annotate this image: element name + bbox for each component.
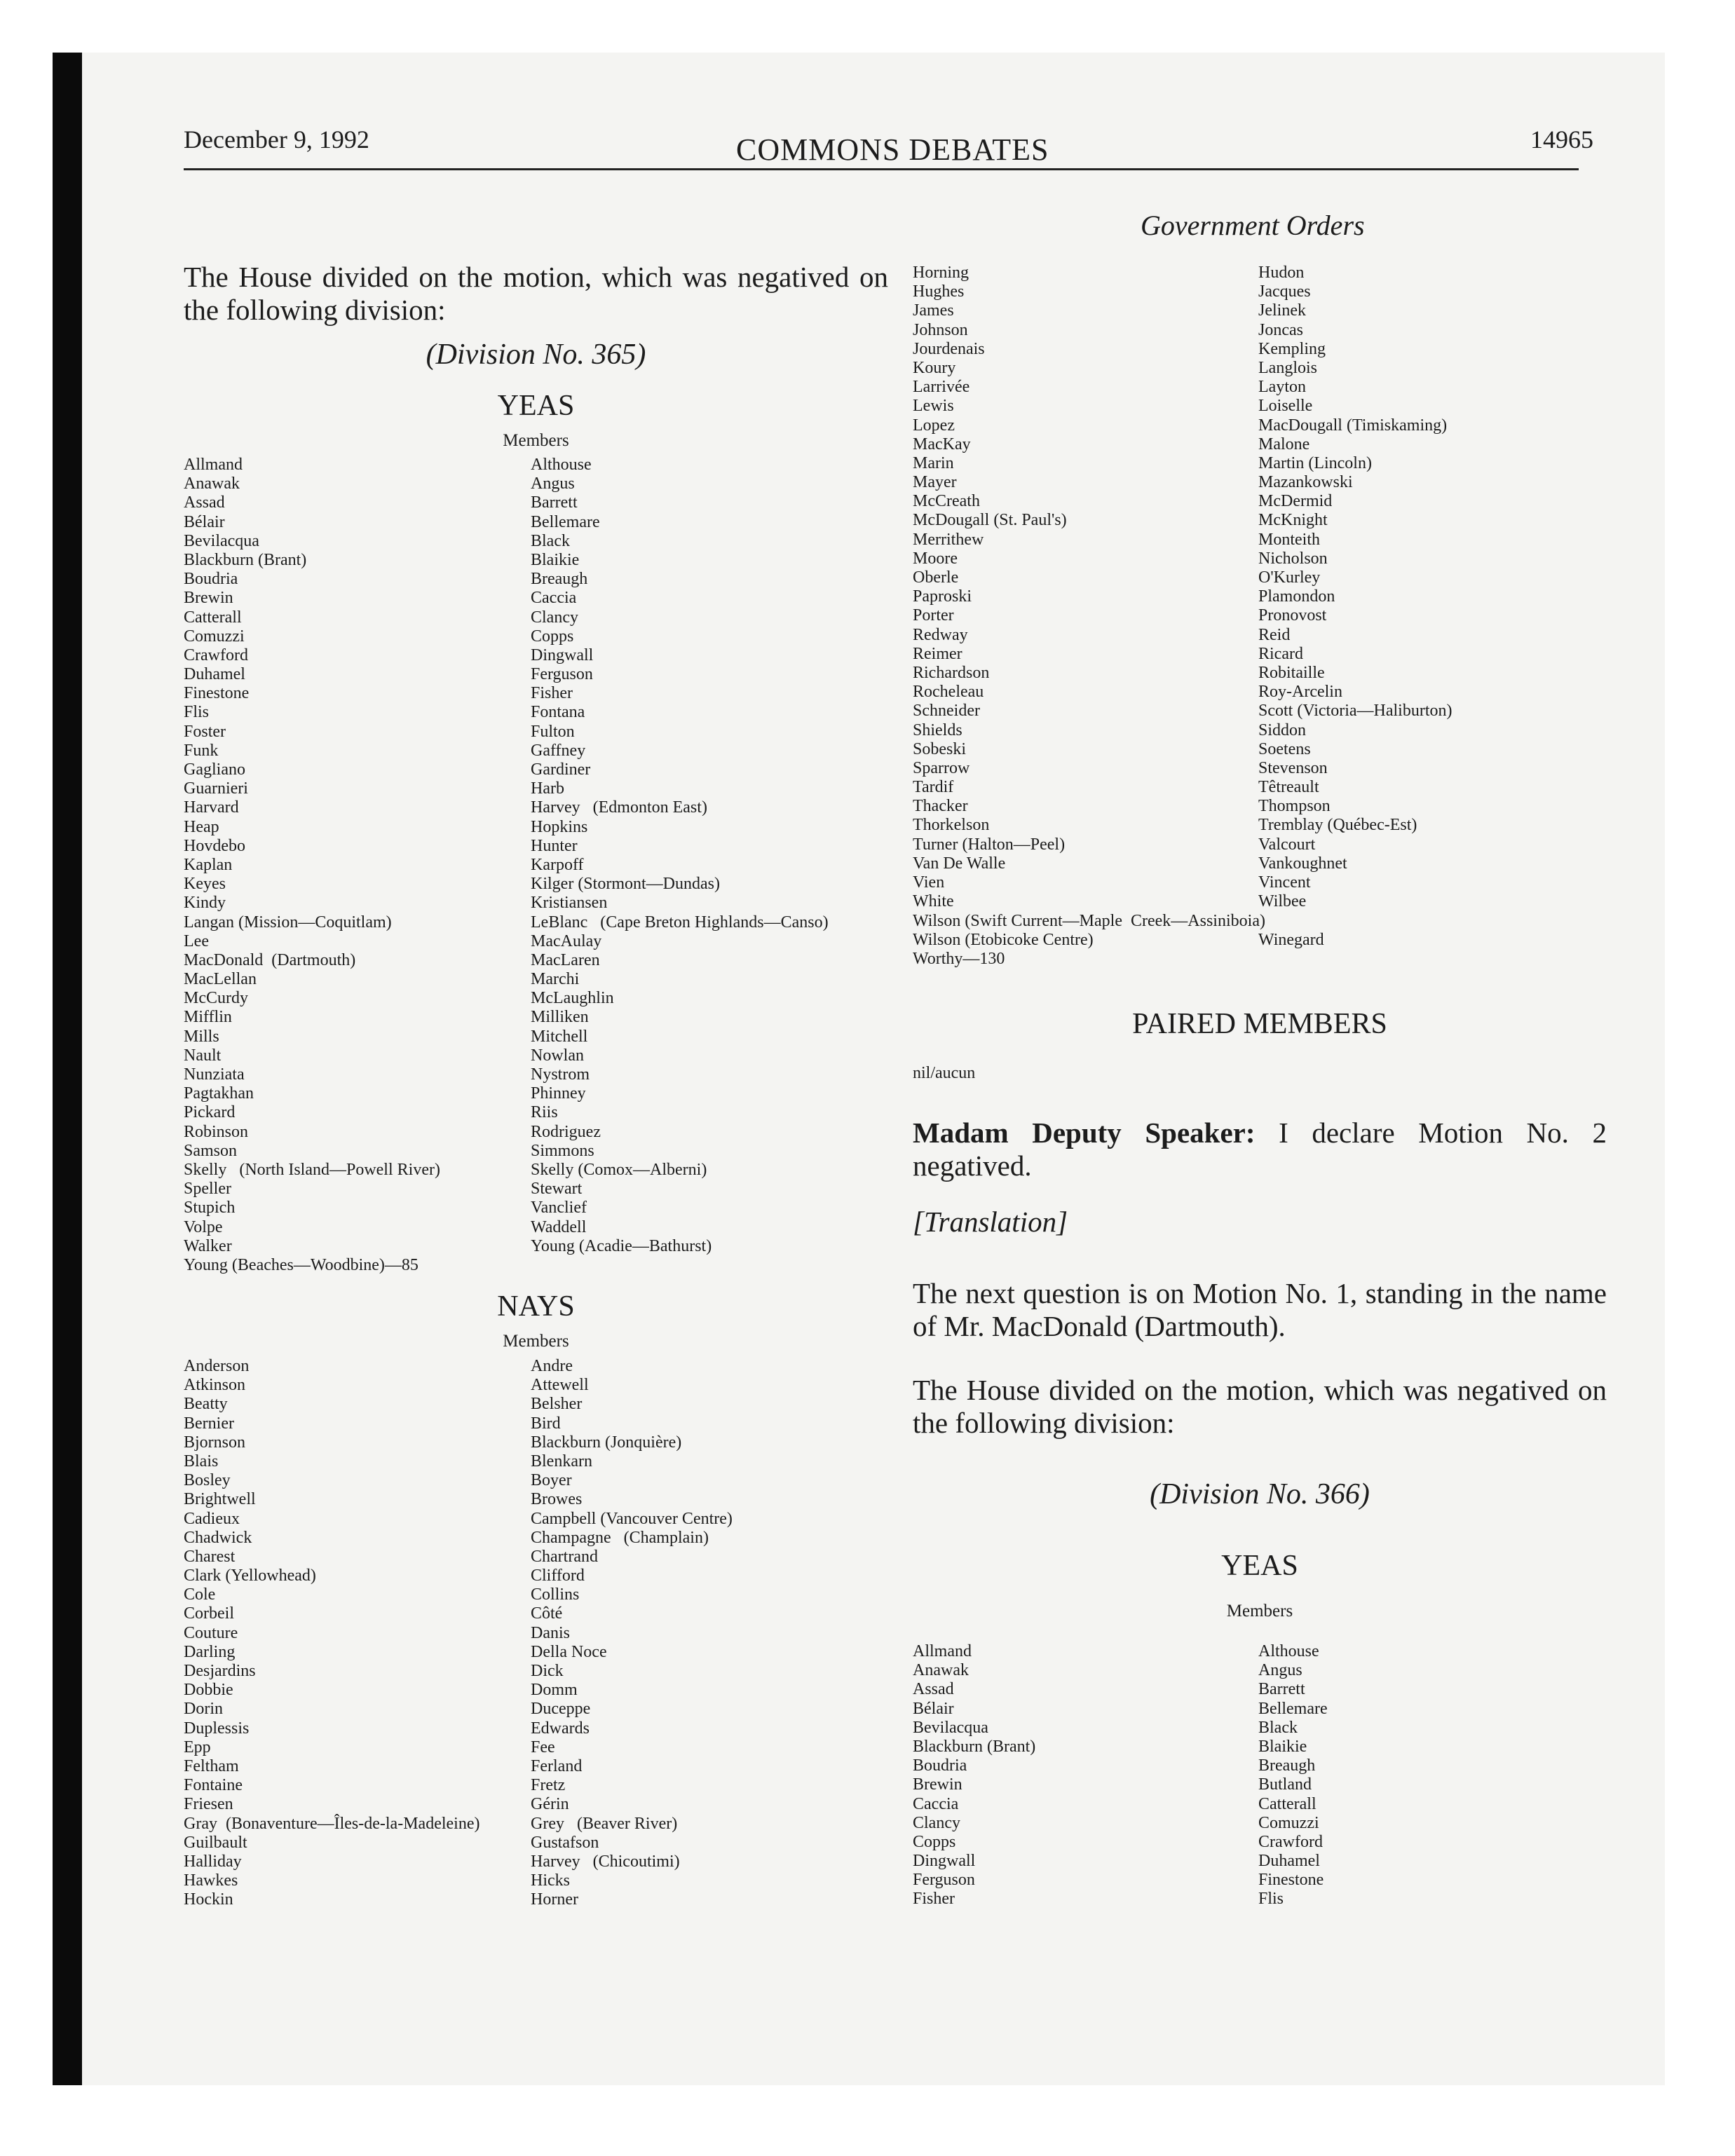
- member-name: Mayer: [913, 473, 957, 492]
- nays-wilson-etobicoke: Wilson (Etobicoke Centre): [913, 931, 1094, 949]
- member-name: Hockin: [184, 1890, 233, 1909]
- member-name: Clancy: [913, 1813, 960, 1832]
- speaker-label: Madam Deputy Speaker:: [913, 1117, 1256, 1149]
- member-name: Merrithew: [913, 530, 984, 549]
- member-name: Clancy: [531, 608, 578, 627]
- member-name: Hopkins: [531, 817, 588, 836]
- member-name: Scott (Victoria—Haliburton): [1258, 702, 1452, 721]
- member-name: Nault: [184, 1046, 222, 1065]
- member-name: Nystrom: [531, 1065, 590, 1084]
- member-name: Attewell: [531, 1376, 589, 1395]
- member-name: Skelly (North Island—Powell River): [184, 1160, 440, 1179]
- member-name: Bevilacqua: [184, 531, 259, 550]
- header-title: COMMONS DEBATES: [736, 132, 1049, 167]
- member-name: Brewin: [184, 589, 233, 608]
- member-name: Blackburn (Jonquière): [531, 1433, 682, 1452]
- member-name: Rodriguez: [531, 1122, 601, 1141]
- member-name: Boudria: [184, 570, 238, 589]
- member-name: Clark (Yellowhead): [184, 1567, 316, 1585]
- member-name: Hawkes: [184, 1871, 238, 1890]
- member-name: Volpe: [184, 1217, 223, 1236]
- member-name: Fisher: [913, 1890, 955, 1909]
- member-name: Marchi: [531, 970, 580, 989]
- member-name: Schneider: [913, 702, 980, 721]
- member-name: Blaikie: [531, 550, 580, 569]
- member-name: Tardif: [913, 778, 954, 797]
- member-name: Lopez: [913, 416, 955, 435]
- member-name: Reimer: [913, 644, 962, 663]
- member-name: Atkinson: [184, 1376, 246, 1395]
- member-name: Joncas: [1258, 320, 1303, 339]
- member-name: Young (Beaches—Woodbine)—85: [184, 1255, 419, 1274]
- member-name: Lewis: [913, 397, 954, 416]
- member-name: Butland: [1258, 1775, 1312, 1794]
- header-date: December 9, 1992: [184, 125, 369, 153]
- member-name: Mifflin: [184, 1008, 232, 1027]
- member-name: Catterall: [184, 608, 242, 627]
- member-name: Blackburn (Brant): [184, 550, 307, 569]
- member-name: Bosley: [184, 1471, 231, 1490]
- member-name: Corbeil: [184, 1604, 234, 1623]
- member-name: Epp: [184, 1738, 211, 1756]
- member-name: Oberle: [913, 568, 959, 587]
- member-name: McKnight: [1258, 511, 1328, 530]
- member-name: Kristiansen: [531, 894, 608, 913]
- member-name: Lee: [184, 932, 209, 950]
- member-name: Tremblay (Québec-Est): [1258, 816, 1417, 835]
- member-name: Browes: [531, 1490, 583, 1509]
- member-name: Larrivée: [913, 378, 970, 397]
- member-name: MacLellan: [184, 970, 257, 989]
- member-name: Plamondon: [1258, 587, 1335, 606]
- member-name: Stewart: [531, 1180, 583, 1199]
- member-name: Dick: [531, 1662, 564, 1680]
- member-name: Loiselle: [1258, 397, 1313, 416]
- member-name: Domm: [531, 1681, 578, 1700]
- member-name: Althouse: [1258, 1642, 1319, 1660]
- member-name: Feltham: [184, 1756, 239, 1775]
- member-name: Jourdenais: [913, 339, 985, 358]
- member-name: Pronovost: [1258, 606, 1327, 625]
- member-name: Bjornson: [184, 1433, 246, 1452]
- member-name: Black: [1258, 1718, 1298, 1737]
- member-name: Hicks: [531, 1871, 570, 1890]
- next-question-paragraph: The next question is on Motion No. 1, standing in the name of Mr. MacDonald (Dartmouth).: [913, 1277, 1607, 1342]
- member-name: Black: [531, 531, 570, 550]
- member-name: Guilbault: [184, 1833, 247, 1852]
- nays-column-4: [1258, 264, 1452, 911]
- member-name: Barrett: [1258, 1680, 1305, 1699]
- member-name: James: [913, 301, 954, 320]
- member-name: Nowlan: [531, 1046, 584, 1065]
- member-name: Boyer: [531, 1471, 572, 1490]
- member-name: Gustafson: [531, 1833, 599, 1852]
- nays-heading: NAYS: [497, 1290, 575, 1323]
- member-name: Bellemare: [531, 512, 600, 531]
- member-name: Couture: [184, 1623, 238, 1642]
- member-name: Gagliano: [184, 760, 245, 779]
- member-name: Speller: [184, 1180, 231, 1199]
- member-name: Bellemare: [1258, 1699, 1328, 1718]
- member-name: Heap: [184, 817, 219, 836]
- member-name: McLaughlin: [531, 989, 614, 1008]
- member-name: Gray (Bonaventure—Îles-de-la-Madeleine): [184, 1814, 480, 1833]
- member-name: Funk: [184, 741, 219, 760]
- member-name: Blackburn (Brant): [913, 1737, 1036, 1756]
- member-name: Friesen: [184, 1795, 233, 1814]
- member-name: Crawford: [1258, 1832, 1323, 1851]
- yeas2-column-1: [913, 1642, 1035, 1909]
- member-name: Duhamel: [184, 665, 245, 684]
- member-name: Anawak: [913, 1661, 969, 1680]
- member-name: Grey (Beaver River): [531, 1814, 678, 1833]
- member-name: Vankoughnet: [1258, 854, 1347, 873]
- member-name: Comuzzi: [1258, 1813, 1319, 1832]
- member-name: Dingwall: [531, 646, 594, 664]
- yeas-members-label: Members: [503, 431, 569, 450]
- member-name: McCurdy: [184, 989, 248, 1008]
- member-name: Assad: [913, 1680, 954, 1699]
- member-name: Keyes: [184, 875, 226, 894]
- member-name: Angus: [531, 475, 575, 493]
- member-name: Chadwick: [184, 1528, 252, 1547]
- member-name: Finestone: [1258, 1871, 1324, 1890]
- member-name: Assad: [184, 493, 225, 512]
- nays-members-label: Members: [503, 1332, 569, 1351]
- nays-wilson-swift-current: Wilson (Swift Current—Maple Creek—Assiniboia): [913, 912, 1265, 930]
- division-number: (Division No. 365): [426, 339, 646, 371]
- member-name: Fee: [531, 1738, 555, 1756]
- member-name: Soetens: [1258, 739, 1311, 758]
- member-name: Vincent: [1258, 873, 1311, 892]
- member-name: Anderson: [184, 1357, 250, 1375]
- member-name: Darling: [184, 1642, 236, 1661]
- member-name: McDougall (St. Paul's): [913, 511, 1067, 530]
- member-name: Anawak: [184, 475, 240, 493]
- member-name: Harvey (Chicoutimi): [531, 1852, 680, 1871]
- member-name: Barrett: [531, 493, 578, 512]
- member-name: Andre: [531, 1357, 573, 1375]
- member-name: Crawford: [184, 646, 248, 664]
- member-name: Porter: [913, 606, 954, 625]
- member-name: Karpoff: [531, 855, 584, 874]
- speaker-statement: [913, 1117, 1607, 1182]
- member-name: Turner (Halton—Peel): [913, 835, 1066, 854]
- member-name: Koury: [913, 358, 956, 377]
- member-name: Thorkelson: [913, 816, 990, 835]
- member-name: LeBlanc (Cape Breton Highlands—Canso): [531, 913, 829, 932]
- member-name: Bélair: [184, 512, 225, 531]
- member-name: Bevilacqua: [913, 1718, 988, 1737]
- header-page-number: 14965: [1530, 125, 1593, 153]
- nays-winegard: Winegard: [1258, 931, 1324, 949]
- member-name: Rocheleau: [913, 683, 984, 702]
- member-name: Sparrow: [913, 758, 970, 777]
- member-name: Allmand: [913, 1642, 972, 1660]
- member-name: Kindy: [184, 894, 226, 913]
- member-name: Fontana: [531, 703, 585, 722]
- member-name: MacDougall (Timiskaming): [1258, 416, 1448, 435]
- member-name: Stevenson: [1258, 758, 1328, 777]
- member-name: Hughes: [913, 282, 965, 301]
- member-name: Desjardins: [184, 1662, 256, 1680]
- member-name: Riis: [531, 1103, 558, 1122]
- yeas2-column-2: [1258, 1642, 1328, 1909]
- member-name: Champagne (Champlain): [531, 1528, 709, 1547]
- member-name: Young (Acadie—Bathurst): [531, 1236, 712, 1255]
- member-name: Comuzzi: [184, 627, 245, 646]
- member-name: Charest: [184, 1547, 236, 1566]
- member-name: Blaikie: [1258, 1737, 1307, 1756]
- division-intro-paragraph: The House divided on the motion, which was negatived on the following division:: [184, 261, 888, 326]
- member-name: Reid: [1258, 625, 1291, 644]
- member-name: Côté: [531, 1604, 563, 1623]
- member-name: White: [913, 892, 954, 911]
- member-name: Kilger (Stormont—Dundas): [531, 875, 720, 894]
- member-name: Robitaille: [1258, 663, 1325, 682]
- member-name: Caccia: [531, 589, 577, 608]
- member-name: Althouse: [531, 456, 592, 474]
- member-name: Skelly (Comox—Alberni): [531, 1160, 707, 1179]
- member-name: MacAulay: [531, 932, 602, 950]
- member-name: MacKay: [913, 435, 971, 453]
- member-name: Belsher: [531, 1395, 583, 1414]
- member-name: Cadieux: [184, 1509, 240, 1528]
- member-name: McCreath: [913, 492, 980, 511]
- member-name: Flis: [1258, 1890, 1284, 1909]
- member-name: Dorin: [184, 1700, 223, 1719]
- member-name: Harb: [531, 779, 564, 798]
- member-name: Edwards: [531, 1719, 590, 1738]
- member-name: Johnson: [913, 320, 968, 339]
- member-name: Vanclief: [531, 1199, 587, 1217]
- member-name: Ferguson: [913, 1871, 975, 1890]
- member-name: Halliday: [184, 1852, 242, 1871]
- member-name: Cole: [184, 1585, 216, 1604]
- member-name: Moore: [913, 549, 958, 568]
- member-name: Layton: [1258, 378, 1306, 397]
- member-name: Fontaine: [184, 1776, 243, 1795]
- member-name: Phinney: [531, 1084, 586, 1103]
- member-name: Sobeski: [913, 739, 967, 758]
- member-name: Langlois: [1258, 358, 1317, 377]
- member-name: Valcourt: [1258, 835, 1316, 854]
- member-name: Pickard: [184, 1103, 236, 1122]
- member-name: Redway: [913, 625, 968, 644]
- member-name: Hudon: [1258, 264, 1305, 282]
- member-name: Paproski: [913, 587, 972, 606]
- paired-members-heading: PAIRED MEMBERS: [1132, 1008, 1387, 1040]
- member-name: Jelinek: [1258, 301, 1306, 320]
- member-name: Boudria: [913, 1756, 967, 1775]
- member-name: Harvard: [184, 798, 239, 817]
- member-name: Thacker: [913, 797, 968, 816]
- member-name: Robinson: [184, 1122, 249, 1141]
- member-name: Campbell (Vancouver Centre): [531, 1509, 733, 1528]
- division-number-2: (Division No. 366): [1150, 1478, 1370, 1510]
- yeas-heading-2: YEAS: [1221, 1550, 1298, 1582]
- member-name: Duhamel: [1258, 1852, 1320, 1871]
- member-name: MacLaren: [531, 950, 600, 969]
- member-name: Shields: [913, 721, 962, 739]
- member-name: Blenkarn: [531, 1452, 592, 1471]
- member-name: Bernier: [184, 1414, 234, 1433]
- paired-members-value: nil/aucun: [913, 1064, 976, 1082]
- member-name: Fulton: [531, 722, 575, 741]
- member-name: McDermid: [1258, 492, 1333, 511]
- member-name: Siddon: [1258, 721, 1307, 739]
- member-name: Duplessis: [184, 1719, 250, 1738]
- member-name: Simmons: [531, 1141, 594, 1160]
- member-name: Nunziata: [184, 1065, 245, 1084]
- member-name: Van De Walle: [913, 854, 1006, 873]
- nays-total: Worthy—130: [913, 950, 1005, 968]
- yeas-members-label-2: Members: [1226, 1602, 1293, 1621]
- member-name: Têtreault: [1258, 778, 1319, 797]
- member-name: O'Kurley: [1258, 568, 1321, 587]
- member-name: Breaugh: [531, 570, 588, 589]
- member-name: MacDonald (Dartmouth): [184, 950, 356, 969]
- member-name: Copps: [531, 627, 574, 646]
- member-name: Brewin: [913, 1775, 962, 1794]
- member-name: Ferguson: [531, 665, 593, 684]
- member-name: Angus: [1258, 1661, 1302, 1680]
- speaker-text: I declare Motion No. 2 negatived.: [913, 1117, 1607, 1182]
- member-name: Gérin: [531, 1795, 569, 1814]
- member-name: Brightwell: [184, 1490, 256, 1509]
- member-name: Catterall: [1258, 1794, 1316, 1813]
- member-name: Finestone: [184, 684, 250, 703]
- member-name: Horning: [913, 264, 969, 282]
- member-name: Foster: [184, 722, 226, 741]
- member-name: Nicholson: [1258, 549, 1328, 568]
- member-name: Mazankowski: [1258, 473, 1353, 492]
- member-name: Ferland: [531, 1756, 583, 1775]
- nays-column-3: [913, 264, 1067, 911]
- member-name: Wilbee: [1258, 892, 1307, 911]
- header-rule: [184, 168, 1579, 170]
- member-name: Horner: [531, 1890, 578, 1909]
- yeas-heading: YEAS: [497, 390, 575, 422]
- member-name: Jacques: [1258, 282, 1311, 301]
- nays-column-1: [184, 1357, 479, 1909]
- member-name: Samson: [184, 1141, 238, 1160]
- member-name: Walker: [184, 1236, 232, 1255]
- member-name: Pagtakhan: [184, 1084, 254, 1103]
- member-name: Waddell: [531, 1217, 587, 1236]
- member-name: Allmand: [184, 456, 243, 474]
- section-title: Government Orders: [1141, 210, 1365, 241]
- member-name: Collins: [531, 1585, 580, 1604]
- division-intro-paragraph-2: The House divided on the motion, which was negatived on the following division:: [913, 1374, 1607, 1439]
- member-name: Langan (Mission—Coquitlam): [184, 913, 392, 932]
- member-name: Marin: [913, 453, 954, 472]
- member-name: Beatty: [184, 1395, 228, 1414]
- member-name: Monteith: [1258, 530, 1320, 549]
- member-name: Martin (Lincoln): [1258, 453, 1372, 472]
- member-name: Richardson: [913, 663, 990, 682]
- yeas-column-2: [531, 456, 829, 1256]
- member-name: Bélair: [913, 1699, 954, 1718]
- member-name: Milliken: [531, 1008, 589, 1027]
- member-name: Malone: [1258, 435, 1310, 453]
- member-name: Hunter: [531, 836, 578, 855]
- yeas-column-1: [184, 456, 440, 1275]
- member-name: Breaugh: [1258, 1756, 1316, 1775]
- member-name: Kaplan: [184, 855, 233, 874]
- member-name: Flis: [184, 703, 210, 722]
- member-name: Caccia: [913, 1794, 959, 1813]
- member-name: Mitchell: [531, 1027, 588, 1046]
- member-name: Clifford: [531, 1567, 585, 1585]
- member-name: Roy-Arcelin: [1258, 683, 1342, 702]
- nays-column-2: [531, 1357, 733, 1909]
- scan-binding-edge: [53, 53, 82, 2085]
- member-name: Fretz: [531, 1776, 566, 1795]
- member-name: Gaffney: [531, 741, 586, 760]
- member-name: Harvey (Edmonton East): [531, 798, 707, 817]
- translation-marker: [Translation]: [913, 1206, 1068, 1238]
- member-name: Bird: [531, 1414, 561, 1433]
- member-name: Gardiner: [531, 760, 591, 779]
- member-name: Duceppe: [531, 1700, 591, 1719]
- member-name: Stupich: [184, 1199, 236, 1217]
- member-name: Thompson: [1258, 797, 1331, 816]
- member-name: Hovdebo: [184, 836, 245, 855]
- member-name: Dobbie: [184, 1681, 233, 1700]
- member-name: Ricard: [1258, 644, 1303, 663]
- member-name: Chartrand: [531, 1547, 598, 1566]
- member-name: Mills: [184, 1027, 219, 1046]
- member-name: Blais: [184, 1452, 219, 1471]
- member-name: Copps: [913, 1832, 956, 1851]
- member-name: Dingwall: [913, 1852, 976, 1871]
- member-name: Kempling: [1258, 339, 1326, 358]
- member-name: Vien: [913, 873, 945, 892]
- member-name: Fisher: [531, 684, 573, 703]
- member-name: Danis: [531, 1623, 570, 1642]
- member-name: Della Noce: [531, 1642, 607, 1661]
- member-name: Guarnieri: [184, 779, 248, 798]
